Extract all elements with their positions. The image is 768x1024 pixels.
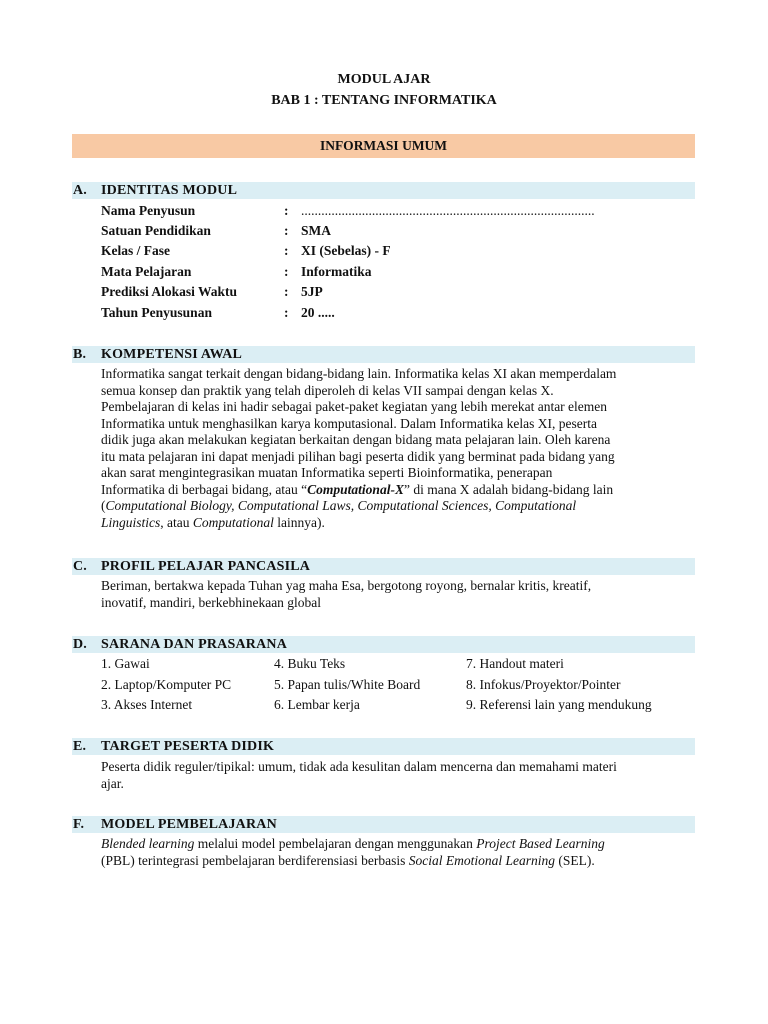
list-item: 4. Buku Teks	[274, 656, 346, 671]
paragraph-line: akan sarat mengintegrasikan muatan Informatika seperti Bioinformatika, penerapan	[101, 465, 553, 480]
section-letter: B.	[73, 347, 87, 362]
list-item: 3. Akses Internet	[101, 697, 193, 712]
paragraph-line: itu mata pelajaran ini dapat menjadi pilihan bagi peserta didik yang berminat pada bidang yang	[101, 448, 615, 464]
identity-value: .......................................................................................	[301, 203, 595, 218]
italic-text: Project Based Learning	[476, 836, 605, 851]
identity-colon: :	[284, 203, 289, 218]
list-item: 5. Papan tulis/White Board	[274, 677, 421, 692]
list-item: 2. Laptop/Komputer PC	[101, 677, 232, 692]
identity-label: Mata Pelajaran	[101, 264, 192, 279]
section-letter: E.	[73, 739, 87, 754]
section-title: KOMPETENSI AWAL	[101, 347, 243, 362]
info-banner: INFORMASI UMUM	[72, 134, 695, 158]
italic-text: Social Emotional Learning	[408, 852, 556, 868]
identity-value: SMA	[301, 223, 331, 238]
section-header-target	[72, 738, 695, 755]
kompetensi-paragraph	[101, 366, 697, 531]
list-item: 8. Infokus/Proyektor/Pointer	[466, 677, 621, 692]
section-header-profil	[72, 558, 695, 575]
text-run: melalui model pembelajaran dengan menggunakan	[194, 836, 477, 851]
identity-value: XI (Sebelas) - F	[301, 243, 391, 258]
paragraph-line: semua konsep dan praktik yang telah diperoleh di kelas VII sampai dengan kelas X.	[101, 382, 554, 398]
list-item: 6. Lembar kerja	[274, 697, 360, 712]
identity-colon: :	[284, 243, 289, 258]
text-run: ” di mana X adalah bidang-bidang lain	[403, 481, 614, 497]
identity-value: Informatika	[301, 264, 372, 279]
identity-label: Nama Penyusun	[101, 203, 196, 218]
identity-label: Prediksi Alokasi Waktu	[101, 284, 238, 299]
section-title: IDENTITAS MODUL	[101, 183, 238, 198]
identity-label: Tahun Penyusunan	[101, 305, 212, 320]
identity-colon: :	[284, 305, 289, 320]
text-run: , atau	[160, 514, 193, 530]
identity-colon: :	[284, 223, 289, 238]
section-letter: A.	[73, 183, 88, 198]
text-run: (SEL).	[555, 852, 595, 868]
paragraph-line: ajar.	[101, 775, 124, 791]
identity-label: Kelas / Fase	[101, 243, 170, 258]
paragraph-line	[101, 836, 697, 853]
section-header-identitas	[72, 182, 695, 199]
text-run: (PBL) terintegrasi pembelajaran berdiferensiasi berbasis	[101, 852, 409, 868]
paragraph-line: Pembelajaran di kelas ini hadir sebagai paket-paket kegiatan yang lebih merekat antar elemen	[101, 399, 608, 414]
paragraph-line: Peserta didik reguler/tipikal: umum, tidak ada kesulitan dalam mencerna dan memahami materi	[101, 759, 617, 774]
section-letter: D.	[73, 637, 88, 652]
document-subtitle: BAB 1 : TENTANG INFORMATIKA	[271, 93, 497, 108]
section-header-kompetensi	[72, 346, 695, 363]
emphasis-text: Computational-X	[307, 481, 404, 497]
model-paragraph	[101, 836, 697, 869]
section-title: PROFIL PELAJAR PANCASILA	[101, 559, 311, 574]
identity-value: 20 .....	[301, 305, 335, 320]
profil-paragraph	[101, 578, 697, 611]
text-run: (	[101, 498, 106, 513]
section-header-model	[72, 816, 695, 833]
italic-text: Computational Biology, Computational Laws, Computational Sciences, Computational	[105, 498, 577, 513]
paragraph-line	[101, 853, 697, 870]
paragraph-line	[101, 515, 697, 532]
identity-label: Satuan Pendidikan	[101, 223, 211, 238]
paragraph-line: inovatif, mandiri, berkebhinekaan global	[101, 594, 322, 610]
identity-colon: :	[284, 264, 289, 279]
section-header-sarana	[72, 636, 695, 653]
document-title: MODUL AJAR	[337, 72, 431, 87]
identity-colon: :	[284, 284, 289, 299]
section-title: SARANA DAN PRASARANA	[101, 637, 288, 652]
section-letter: C.	[73, 559, 88, 574]
section-title: TARGET PESERTA DIDIK	[101, 739, 275, 754]
italic-text: Linguistics	[101, 514, 161, 530]
paragraph-line	[101, 498, 697, 515]
target-paragraph	[101, 759, 697, 792]
list-item: 7. Handout materi	[466, 656, 564, 671]
section-title: MODEL PEMBELAJARAN	[101, 817, 277, 832]
text-run: lainnya).	[273, 514, 325, 530]
italic-text: Blended learning	[101, 836, 195, 851]
list-item: 9. Referensi lain yang mendukung	[466, 697, 652, 712]
identity-value: 5JP	[301, 284, 323, 299]
list-item: 1. Gawai	[101, 656, 150, 671]
italic-text: Computational	[192, 514, 274, 530]
paragraph-line	[101, 482, 697, 499]
paragraph-line: didik juga akan melakukan kegiatan berkaitan dengan bidang mata pelajaran lain. Oleh karena	[101, 432, 611, 447]
section-letter: F.	[73, 817, 85, 832]
paragraph-line: Informatika untuk menghasilkan karya komputasional. Dalam Informatika kelas XI, peserta	[101, 415, 597, 431]
text-run: Informatika di berbagai bidang, atau “	[101, 481, 308, 497]
paragraph-line: Informatika sangat terkait dengan bidang-bidang lain. Informatika kelas XI akan memperdalam	[101, 366, 617, 381]
paragraph-line: Beriman, bertakwa kepada Tuhan yag maha Esa, bergotong royong, bernalar kritis, kreatif,	[101, 578, 592, 593]
